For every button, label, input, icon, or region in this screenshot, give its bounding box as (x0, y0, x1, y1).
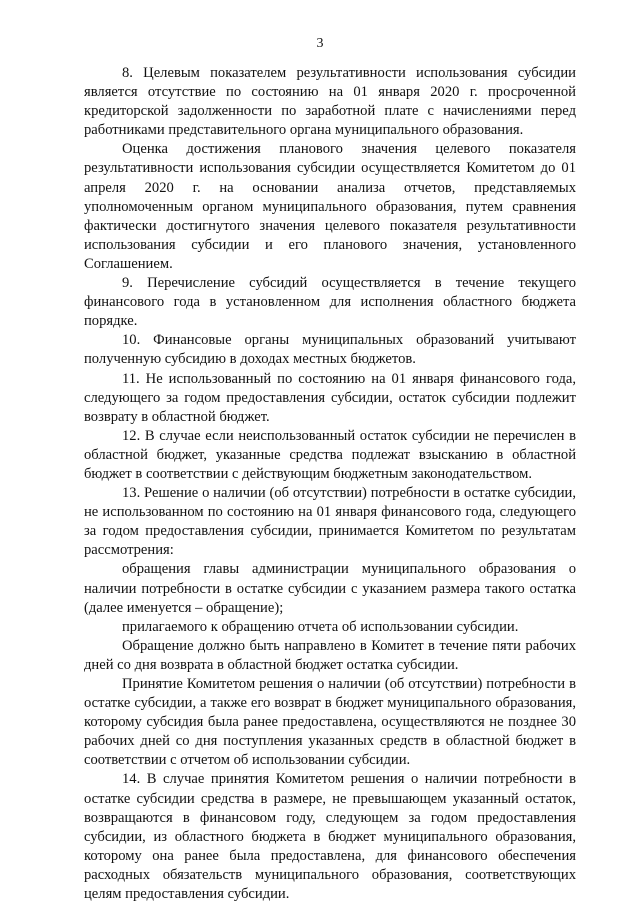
paragraph-11: 11. Не использованный по состоянию на 01 января финансового года, следующего за годом предоставления субсидии, остаток субсидии подлежит возврату в областной бюджет. (84, 370, 576, 425)
paragraph-8-evaluation: Оценка достижения планового значения целевого показателя результативности использования субсидии осуществляется Комитетом до 01 апреля 2020 г. на основании анализа отчетов, представляемых уполномоченным органом муниципального образования, путем сравнения фактически достигнутого значения целевого показателя результативности использования субсидии и его планового значения, установленного Соглашением. (84, 141, 576, 272)
paragraph-13-appeal-deadline: Обращение должно быть направлено в Комитет в течение пяти рабочих дней со дня возврата в областной бюджет остатка субсидии. (84, 637, 576, 673)
paragraph-13-decision-deadline: Принятие Комитетом решения о наличии (об отсутствии) потребности в остатке субсидии, а также его возврат в бюджет муниципального образования, которому субсидия была ранее предоставлена, осуществляются не позднее 30 рабочих дней со дня поступления указанных средств в областной бюджет в соответствии с отчетом об использовании субсидии. (84, 676, 576, 769)
document-body (84, 64, 576, 904)
paragraph-14: 14. В случае принятия Комитетом решения о наличии потребности в остатке субсидии средства в размере, не превышающем указанный остаток, возвращаются в финансовом году, следующем за годом предоставления субсидии, из областного бюджета в бюджет муниципального образования, которому она ранее была предоставлена, для финансового обеспечения расходных обязательств муниципального образования, соответствующих целям предоставления субсидии. (84, 771, 576, 903)
paragraph-8: 8. Целевым показателем результативности использования субсидии является отсутствие по состоянию на 01 января 2020 г. просроченной кредиторской задолженности по заработной плате с начислениями перед работниками представительного органа муниципального образования. (84, 65, 576, 139)
page-number: 3 (316, 36, 324, 51)
paragraph-13-item-appeal: обращения главы администрации муниципального образования о наличии потребности в остатке субсидии с указанием размера такого остатка (далее именуется – обращение); (84, 561, 576, 616)
paragraph-10: 10. Финансовые органы муниципальных образований учитывают полученную субсидию в доходах местных бюджетов. (84, 332, 576, 368)
paragraph-13: 13. Решение о наличии (об отсутствии) потребности в остатке субсидии, не использованном по состоянию на 01 января финансового года, следующего за годом предоставления субсидии, принимается Комитетом по результатам рассмотрения: (84, 485, 576, 559)
paragraph-12: 12. В случае если неиспользованный остаток субсидии не перечислен в областной бюджет, указанные средства подлежат взысканию в областной бюджет в соответствии с действующим бюджетным законодательством. (84, 427, 576, 482)
paragraph-9: 9. Перечисление субсидий осуществляется в течение текущего финансового года в установленном для исполнения областного бюджета порядке. (84, 275, 576, 330)
paragraph-13-item-report: прилагаемого к обращению отчета об использовании субсидии. (122, 618, 519, 635)
